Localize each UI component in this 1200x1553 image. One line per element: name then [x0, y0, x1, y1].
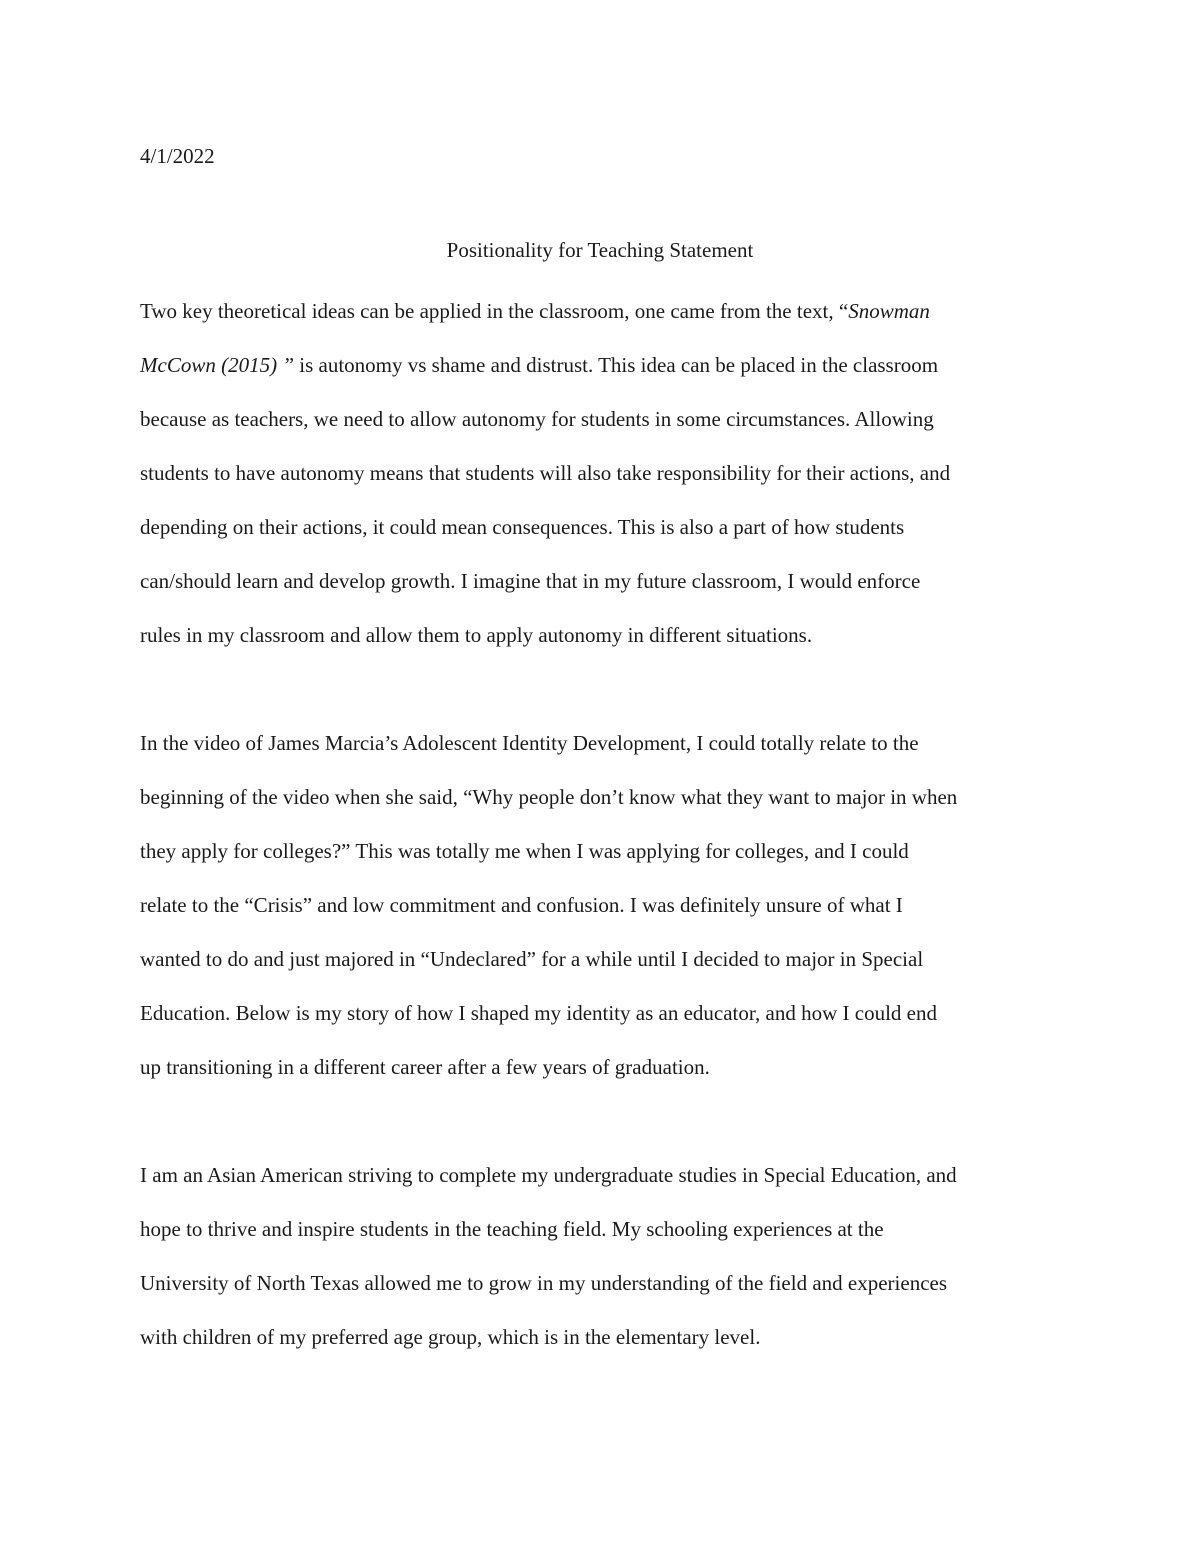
paragraph-line: with children of my preferred age group, which is in the elementary level. [140, 1325, 761, 1349]
paragraph-identity-development [140, 716, 1080, 1094]
document-date: 4/1/2022 [140, 144, 215, 168]
paragraph-line: relate to the “Crisis” and low commitment and confusion. I was definitely unsure of what I [140, 893, 903, 917]
paragraph-line: hope to thrive and inspire students in the teaching field. My schooling experiences at the [140, 1217, 884, 1241]
text-run: Two key theoretical ideas can be applied in the classroom, one came from the text, “ [140, 299, 849, 323]
paragraph-theoretical-ideas [140, 284, 1080, 662]
document-title: Positionality for Teaching Statement [446, 238, 754, 262]
paragraph-personal-background [140, 1148, 1080, 1364]
italic-citation: McCown (2015) ” [140, 353, 294, 377]
paragraph-line: because as teachers, we need to allow autonomy for students in some circumstances. Allowing [140, 407, 934, 431]
paragraph-line: rules in my classroom and allow them to apply autonomy in different situations. [140, 623, 813, 647]
paragraph-line: wanted to do and just majored in “Undeclared” for a while until I decided to major in Special [140, 947, 924, 971]
paragraph-line: beginning of the video when she said, “Why people don’t know what they want to major in when [140, 785, 958, 809]
paragraph-line: Education. Below is my story of how I shaped my identity as an educator, and how I could end [140, 1001, 937, 1025]
paragraph-line: can/should learn and develop growth. I imagine that in my future classroom, I would enforce [140, 569, 921, 593]
paragraph-line: up transitioning in a different career after a few years of graduation. [140, 1055, 710, 1079]
paragraph-line: University of North Texas allowed me to grow in my understanding of the field and experiences [140, 1271, 948, 1295]
text-run: is autonomy vs shame and distrust. This idea can be placed in the classroom [294, 353, 939, 377]
paragraph-line: students to have autonomy means that students will also take responsibility for their actions, and [140, 461, 951, 485]
paragraph-line: I am an Asian American striving to complete my undergraduate studies in Special Education, and [140, 1163, 957, 1187]
paragraph-line: depending on their actions, it could mean consequences. This is also a part of how students [140, 515, 905, 539]
italic-citation: Snowman [848, 299, 930, 323]
paragraph-line [140, 284, 1080, 338]
paragraph-line: In the video of James Marcia’s Adolescent Identity Development, I could totally relate to the [140, 731, 919, 755]
paragraph-line [140, 338, 1080, 392]
paragraph-line: they apply for colleges?” This was totally me when I was applying for colleges, and I could [140, 839, 909, 863]
